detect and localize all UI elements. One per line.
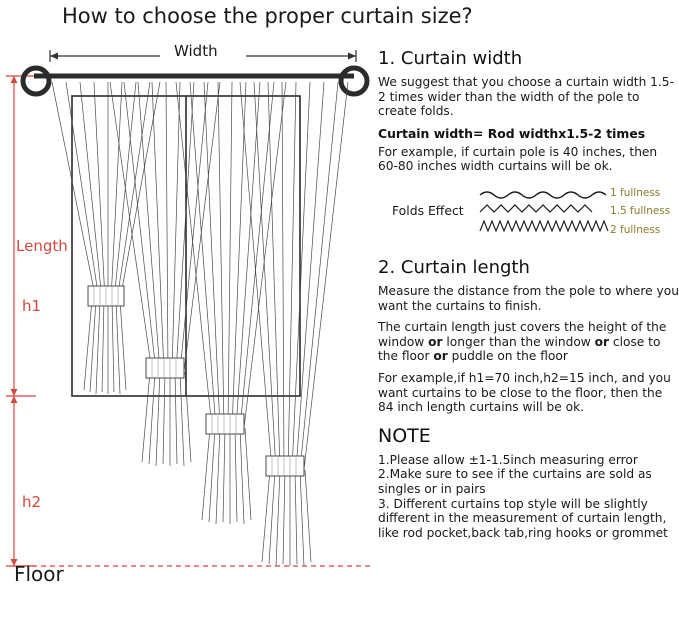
curtain-width-formula: Curtain width= Rod widthx1.5-2 times — [378, 125, 646, 141]
folds-effect-label: Folds Effect — [392, 202, 464, 218]
section2-para2 — [378, 320, 679, 364]
curtain-panels — [52, 82, 348, 566]
page-title: How to choose the proper curtain size? — [62, 4, 473, 28]
length-label: Length — [16, 237, 68, 255]
h2-label: h2 — [22, 493, 42, 511]
measurement-guides — [6, 76, 372, 566]
section1-para2: For example, if curtain pole is 40 inches, then 60-80 inches width curtains will be ok. — [378, 144, 658, 174]
instructions-column — [378, 0, 679, 617]
section2-para2-b: longer than the window — [442, 334, 595, 349]
curtain-rod — [23, 68, 367, 94]
section2-para2-a: The curtain length just covers the height of the window — [378, 320, 667, 349]
section1-heading: 1. Curtain width — [378, 48, 523, 69]
note-item-3: 3. Different curtains top style will be slightly different in the measurement of curtain length, like rod pocket,back tab,ring hooks or grommet — [378, 496, 668, 540]
legend-1.5-fullness: 1.5 fullness — [610, 204, 671, 217]
note-list — [378, 453, 679, 541]
note-item-2: 2.Make sure to see if the curtains are sold as singles or in pairs — [378, 467, 652, 496]
floor-label: Floor — [14, 562, 64, 586]
section2-or-1: or — [428, 334, 443, 349]
width-label: Width — [174, 42, 218, 60]
section2-para2-d: puddle on the floor — [447, 349, 568, 364]
legend-2-fullness: 2 fullness — [610, 223, 661, 236]
folds-effect-block — [378, 181, 679, 243]
h1-label: h1 — [22, 297, 42, 315]
section2-or-2: or — [594, 334, 610, 349]
section2-para1: Measure the distance from the pole to where you want the curtains to finish. — [378, 283, 679, 313]
legend-1-fullness: 1 fullness — [610, 186, 661, 199]
section2-para3: For example,if h1=70 inch,h2=15 inch, and you want curtains to be close to the floor, then the 84 inch length curtains will be ok. — [378, 370, 671, 415]
section1-para1: We suggest that you choose a curtain width 1.5-2 times wider than the width of the pole to create folds. — [378, 75, 674, 119]
note-item-1: 1.Please allow ±1-1.5inch measuring error — [378, 452, 638, 467]
section2-or-3: or — [433, 349, 448, 364]
section2-para2-c: close to the floor — [378, 334, 661, 364]
note-heading: NOTE — [378, 424, 431, 447]
section2-heading: 2. Curtain length — [378, 256, 530, 278]
